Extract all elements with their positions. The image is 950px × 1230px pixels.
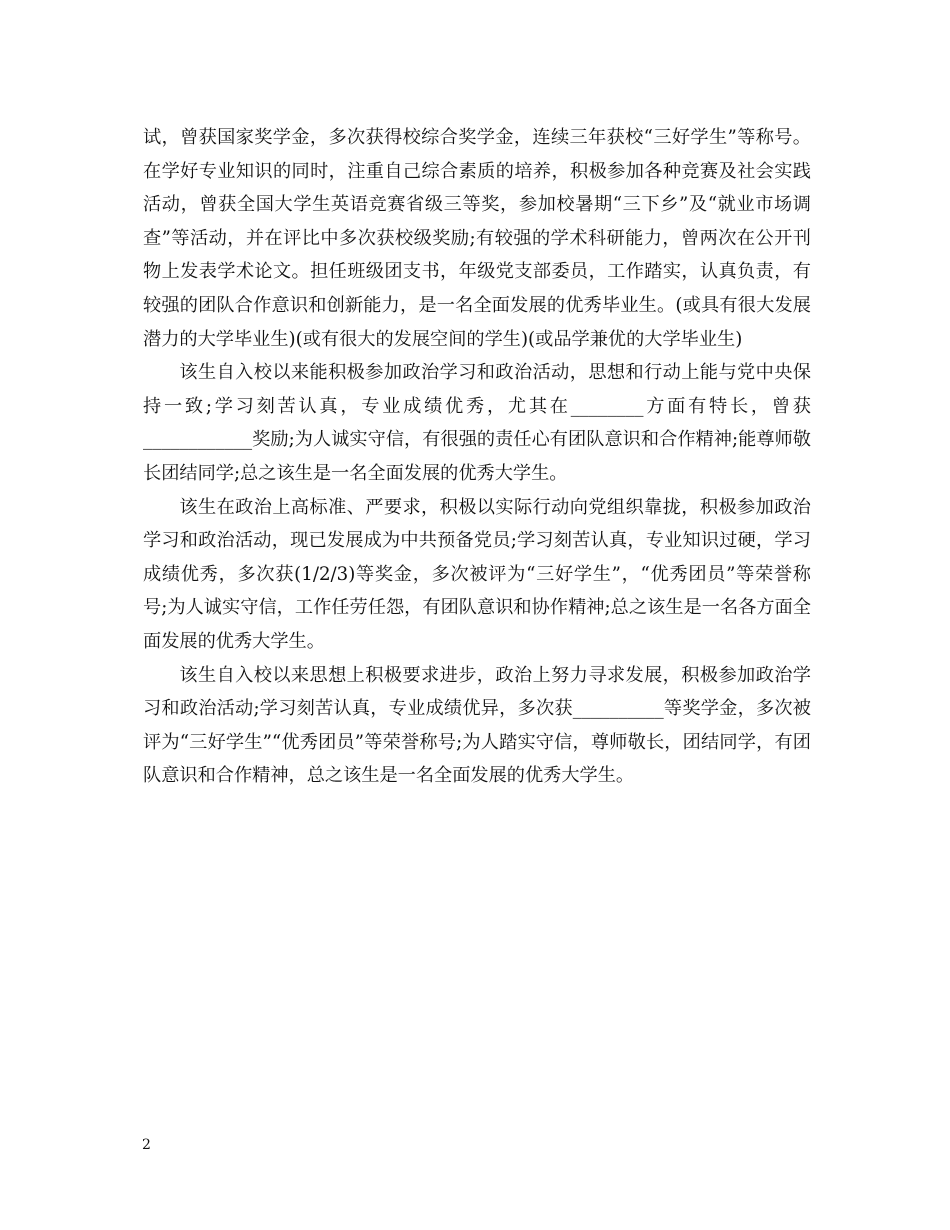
paragraph-1: 试，曾获国家奖学金，多次获得校综合奖学金，连续三年获校“三好学生”等称号。在学好专业知识的同时，注重自己综合素质的培养，积极参加各种竞赛及社会实践活动，曾获全国大学生英语竞赛省级三等奖，参加校暑期“三下乡”及“就业市场调查”等活动，并在评比中多次获校级奖励;有较强的学术科研能力，曾两次在公开刊物上发表学术论文。担任班级团支书，年级党支部委员，工作踏实，认真负责，有较强的团队合作意识和创新能力，是一名全面发展的优秀毕业生。(或具有很大发展潜力的大学毕业生)(或有很大的发展空间的学生)(或品学兼优的大学毕业生) — [143, 127, 811, 350]
page-number: 2 — [142, 1137, 151, 1153]
paragraph-2: 该生自入校以来能积极参加政治学习和政治活动，思想和行动上能与党中央保持一致;学习刻苦认真，专业成绩优秀，尤其在________方面有特长，曾获____________奖励;为人诚实守信，有很强的责任心有团队意识和合作精神;能尊师敬长团结同学;总之该生是一名全面发展的优秀大学生。 — [143, 362, 811, 484]
paragraph-4: 该生自入校以来思想上积极要求进步，政治上努力寻求发展，积极参加政治学习和政治活动;学习刻苦认真，专业成绩优异，多次获__________等奖学金，多次被评为“三好学生”“优秀团员”等荣誉称号;为人踏实守信，尊师敬长，团结同学，有团队意识和合作精神，总之该生是一名全面发展的优秀大学生。 — [143, 664, 811, 787]
document-body — [143, 121, 811, 793]
paragraph-3: 该生在政治上高标准、严要求，积极以实际行动向党组织靠拢，积极参加政治学习和政治活动，现已发展成为中共预备党员;学习刻苦认真，专业知识过硬，学习成绩优秀，多次获(1/2/3)等奖金，多次被评为“三好学生”，“优秀团员”等荣誉称号;为人诚实守信，工作任劳任怨，有团队意识和协作精神;总之该生是一名各方面全面发展的优秀大学生。 — [143, 496, 811, 652]
